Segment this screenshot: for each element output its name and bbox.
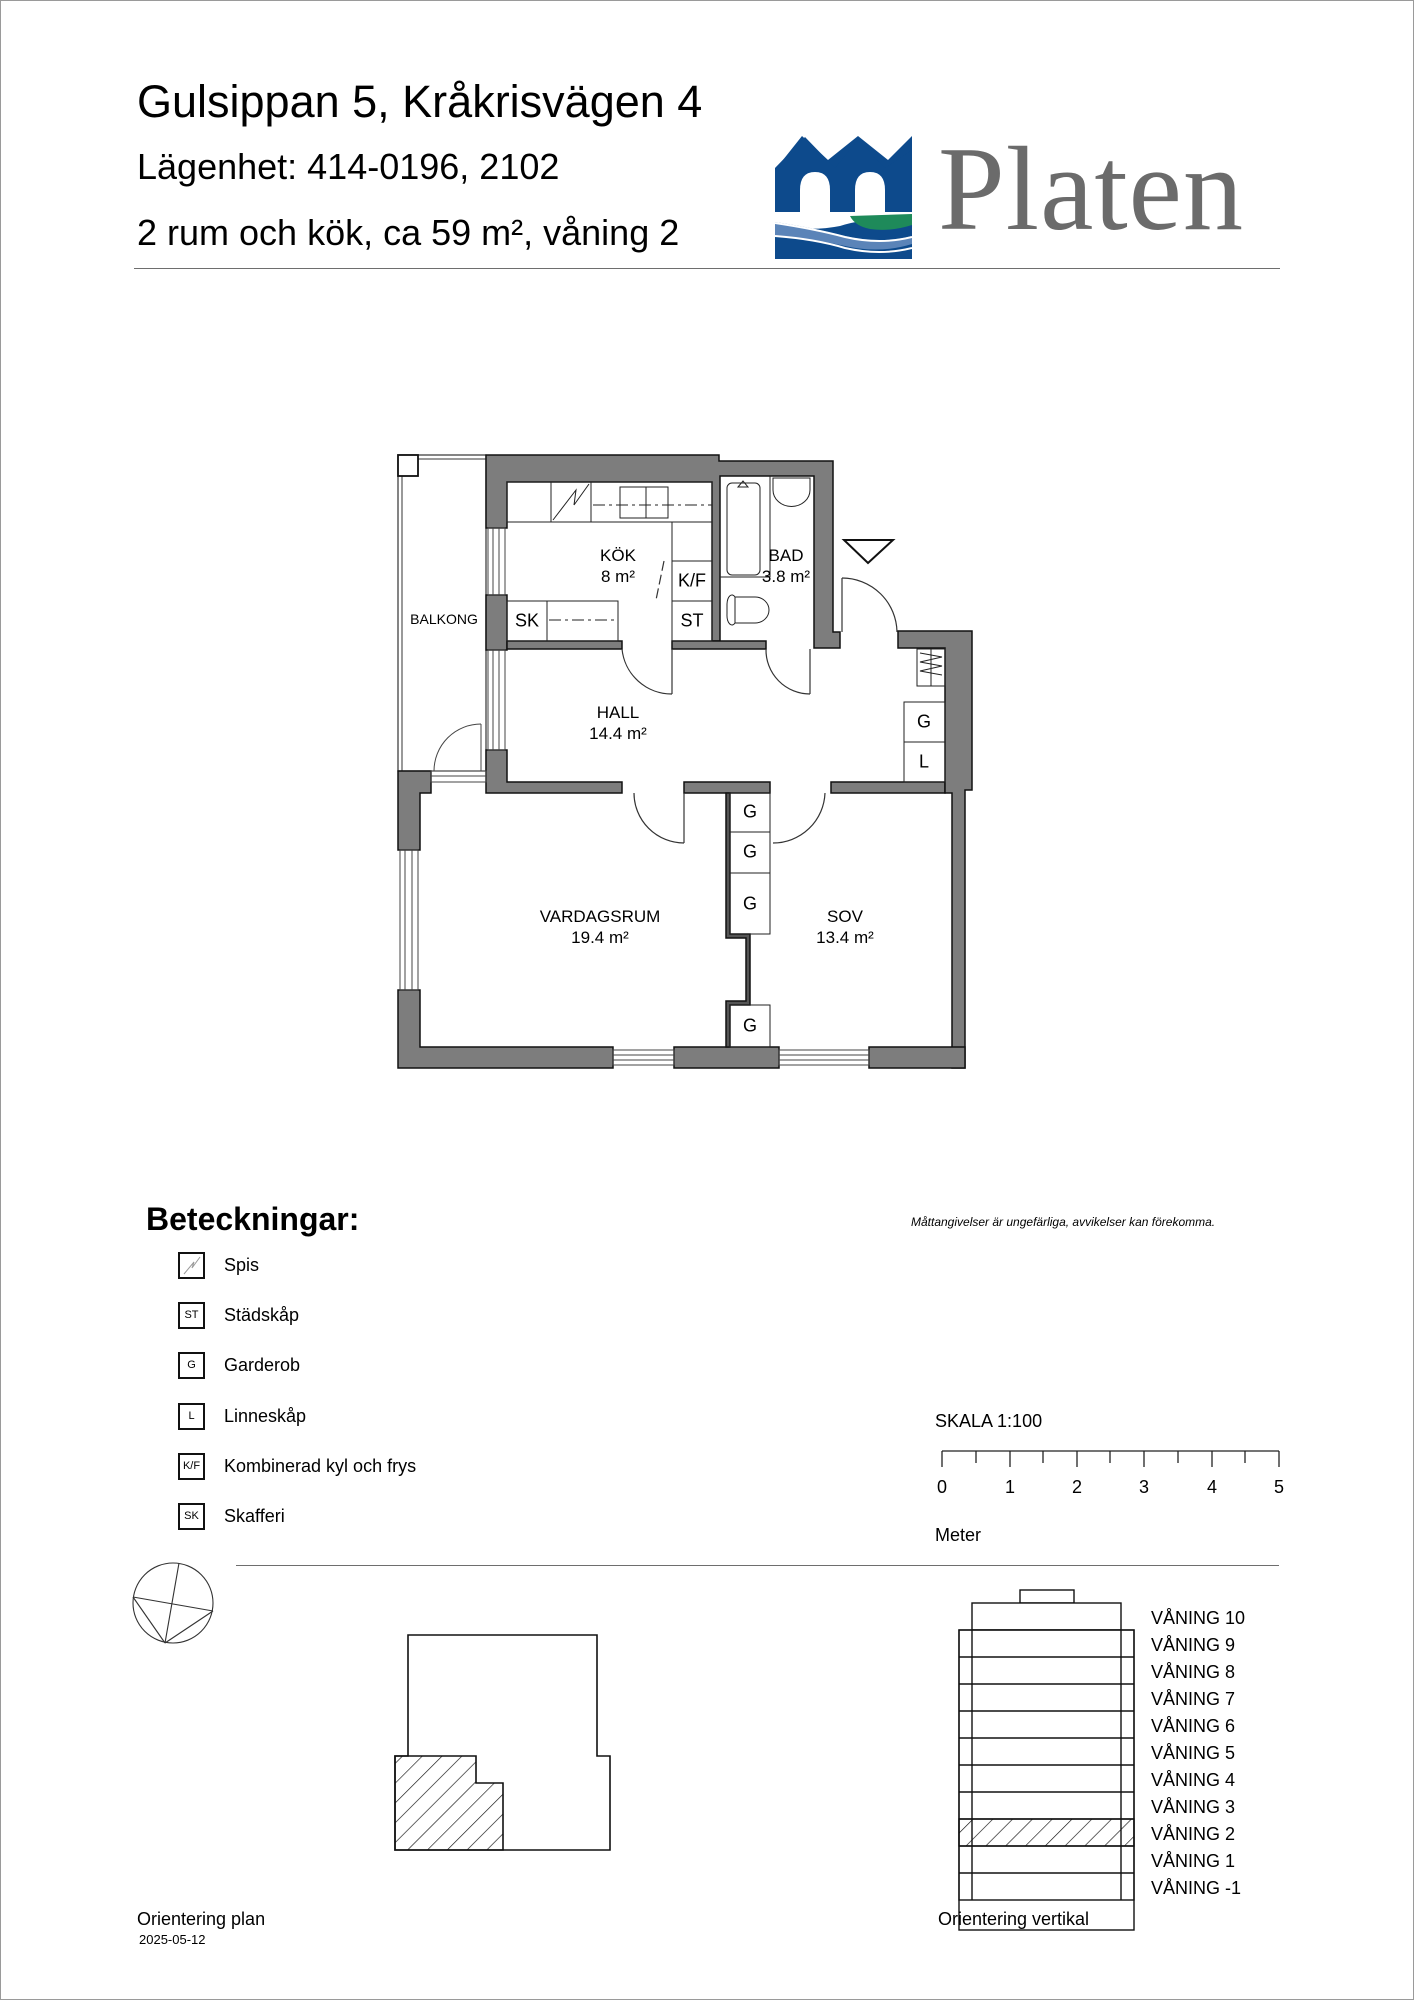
- fixture-st: ST: [680, 610, 704, 631]
- floor-label-8: VÅNING 8: [1151, 1662, 1236, 1682]
- floor-label-2: VÅNING 2: [1151, 1824, 1236, 1844]
- room-balkong: BALKONG: [410, 611, 478, 627]
- floor-label-9: VÅNING 9: [1151, 1635, 1236, 1655]
- legend-item-kyl-frys: K/F Kombinerad kyl och frys: [178, 1451, 416, 1481]
- fixture-g-2: G: [742, 841, 758, 862]
- room-vardagsrum: VARDAGSRUM 19.4 m²: [539, 907, 661, 947]
- scale-tick-2: 2: [1071, 1477, 1083, 1497]
- legend-item-stadskap: ST Städskåp: [178, 1300, 299, 1330]
- apartment-summary: 2 rum och kök, ca 59 m², våning 2: [137, 212, 680, 253]
- legend-item-garderob: G Garderob: [178, 1350, 300, 1380]
- disclaimer: Måttangivelser är ungefärliga, avvikelser kan förekomma.: [911, 1215, 1216, 1229]
- fixture-sk: SK: [514, 610, 540, 631]
- fixture-g-1: G: [742, 801, 758, 822]
- floor-label-minus-1: VÅNING -1: [1151, 1878, 1242, 1898]
- fixture-g-hall: G: [916, 711, 932, 732]
- fixture-g-4: G: [742, 1015, 758, 1036]
- floor-label-6: VÅNING 6: [1151, 1716, 1236, 1736]
- room-hall: HALL 14.4 m²: [589, 703, 647, 743]
- compass-icon: [133, 1563, 213, 1643]
- floor-label-7: VÅNING 7: [1151, 1689, 1236, 1709]
- scale-unit: Meter: [935, 1525, 982, 1545]
- apartment-number: Lägenhet: 414-0196, 2102: [137, 146, 560, 187]
- fixture-kf: K/F: [677, 570, 707, 591]
- legend-title: Beteckningar:: [146, 1201, 360, 1237]
- floor-label-3: VÅNING 3: [1151, 1797, 1236, 1817]
- orientation-vertical-building: [959, 1590, 1134, 1930]
- scale-tick-5: 5: [1273, 1477, 1285, 1497]
- fixture-l-hall: L: [918, 751, 930, 772]
- legend-item-linneskap: L Linneskåp: [178, 1401, 306, 1431]
- scale-tick-0: 0: [936, 1477, 948, 1497]
- logo-wordmark: Platen: [938, 122, 1244, 255]
- scale-tick-1: 1: [1004, 1477, 1016, 1497]
- room-bad: BAD 3.8 m²: [761, 546, 811, 586]
- legend-item-skafferi: SK Skafferi: [178, 1501, 285, 1531]
- orientation-plan-caption: Orientering plan: [137, 1909, 266, 1929]
- scale-tick-3: 3: [1138, 1477, 1150, 1497]
- orientation-vertical-caption: Orientering vertikal: [938, 1909, 1090, 1929]
- floor-label-5: VÅNING 5: [1151, 1743, 1236, 1763]
- property-title: Gulsippan 5, Kråkrisvägen 4: [137, 76, 703, 127]
- orientation-plan-building: [395, 1635, 610, 1850]
- room-sov: SOV 13.4 m²: [816, 907, 874, 947]
- floor-label-4: VÅNING 4: [1151, 1770, 1236, 1790]
- legend-item-spis: Spis: [178, 1250, 259, 1280]
- floor-label-1: VÅNING 1: [1151, 1851, 1236, 1871]
- scale-title: SKALA 1:100: [935, 1411, 1043, 1431]
- fixture-g-3: G: [742, 893, 758, 914]
- room-kok: KÖK 8 m²: [600, 546, 636, 586]
- document-date: 2025-05-12: [139, 1932, 206, 1947]
- floor-label-10: VÅNING 10: [1151, 1608, 1246, 1628]
- scale-tick-4: 4: [1206, 1477, 1218, 1497]
